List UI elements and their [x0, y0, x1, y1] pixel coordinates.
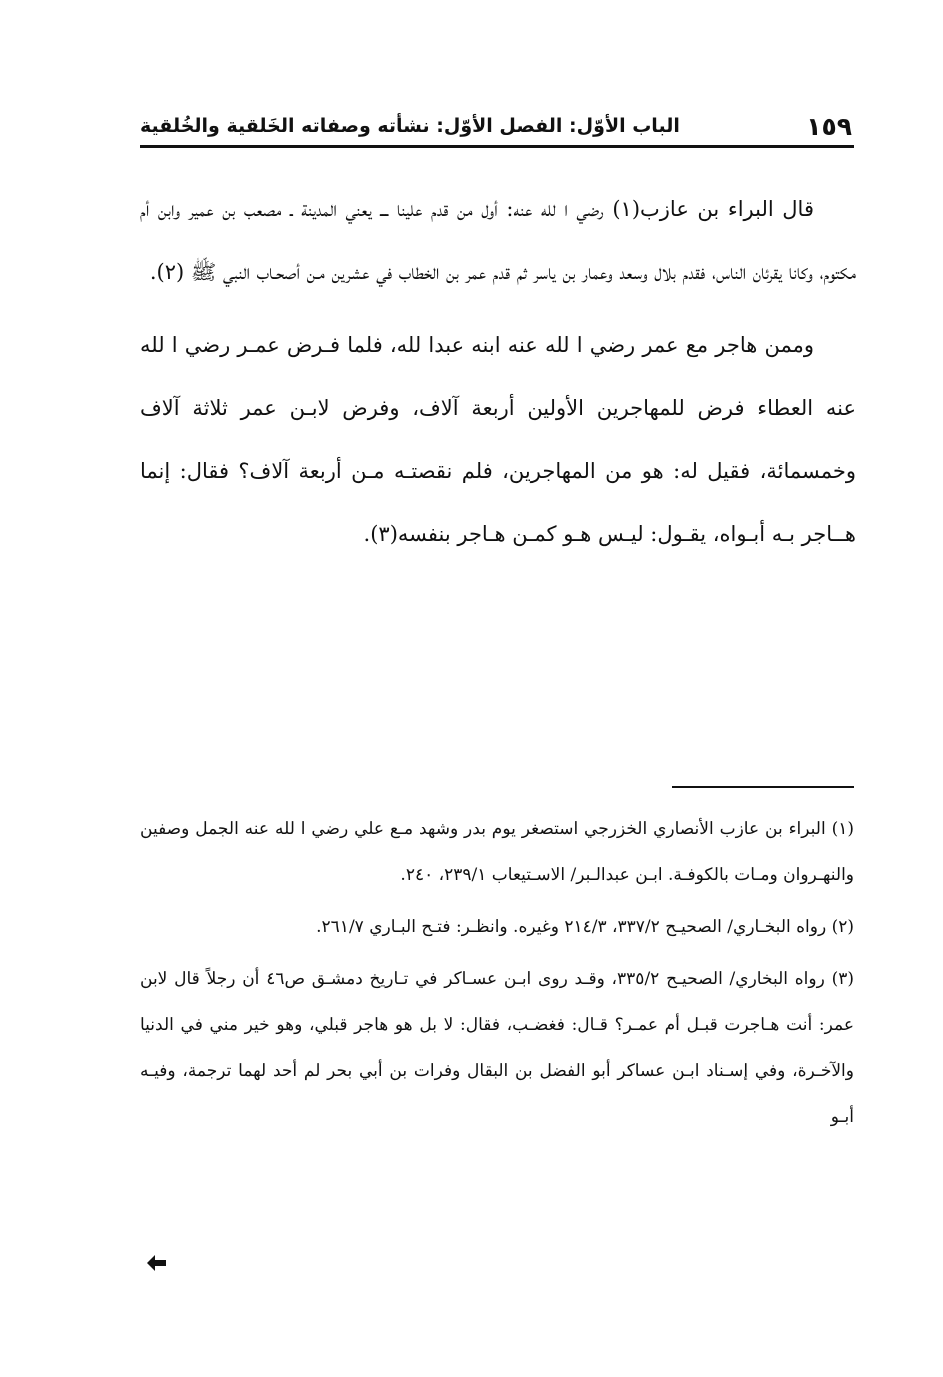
left-arrow-icon [144, 1250, 170, 1276]
footnote: (٢) رواه البخـاري/ الصحيـح ٣٣٧/٢، ٢١٤/٣ وغيره. وانظـر: فتـح البـاري ٢٦١/٧. [316, 917, 854, 937]
paragraph: وممن هاجر مع عمر رضي ا لله عنه ابنه عبدا لله، فلما فـرض عمـر رضي ا لله عنه العطاء فرض للمهاجرين الأولين أربعة آلاف، وفرض لابـن عمر ثلاثة آلاف وخمسمائة، فقيل له: هو من المهاجرين، فلم نقصتـه مـن أربعة آلاف؟ فقال: إنما هــاجر بـه أبـواه، يقـول: ليـس هـو كمـن هـاجر بنفسه(٣). [140, 333, 856, 546]
header-rule [140, 145, 854, 148]
main-text [140, 178, 856, 566]
footnotes [140, 806, 854, 1146]
footnote: (٣) رواه البخاري/ الصحيـح ٣٣٥/٢، وقـد روى ابـن عسـاكر في تـاريخ دمشـق ص٤٦ أن رجلاً قال لابن عمر: أنت هـاجرت قبـل أم عمـر؟ قـال: فغضـب، فقال: لا بل هو هاجر قبلي، وهو خير مني في الدنيا والآخـرة، وفي إسـناد ابـن عساكر أبو الفضل بن البقال وفرات بن أبي بحر لم أحد لهما ترجمة، وفيـه أبـو [140, 969, 854, 1127]
running-title: الباب الأوّل: الفصل الأوّل: نشأته وصفاته الخَلقية والخُلقية [140, 115, 680, 137]
footnote-separator [672, 786, 854, 788]
page-header [140, 106, 852, 146]
footnote: (١) البراء بن عازب الأنصاري الخزرجي استصغر يوم بدر وشهد مـع علي رضي ا لله عنه الجمل وصفين والنهـروان ومـات بالكوفـة. ابـن عبدالـبر/ الاسـتيعاب ٢٣٩/١، ٢٤٠. [140, 819, 854, 885]
paragraph: قال البراء بن عازب(١) رضي ا لله عنه: أول من قدم علينا ـــ يعني المدينة ـ مصعب بن عمير وابن أم مكتوم، وكانا يقرئان الناس، فقدم بلال وسعد وعمار بن ياسر ثم قدم عمر بن الخطاب في عشرين مـن أصحـاب النبي ﷺ (٢). [140, 197, 856, 284]
page-number: ١٥٩ [806, 111, 852, 141]
